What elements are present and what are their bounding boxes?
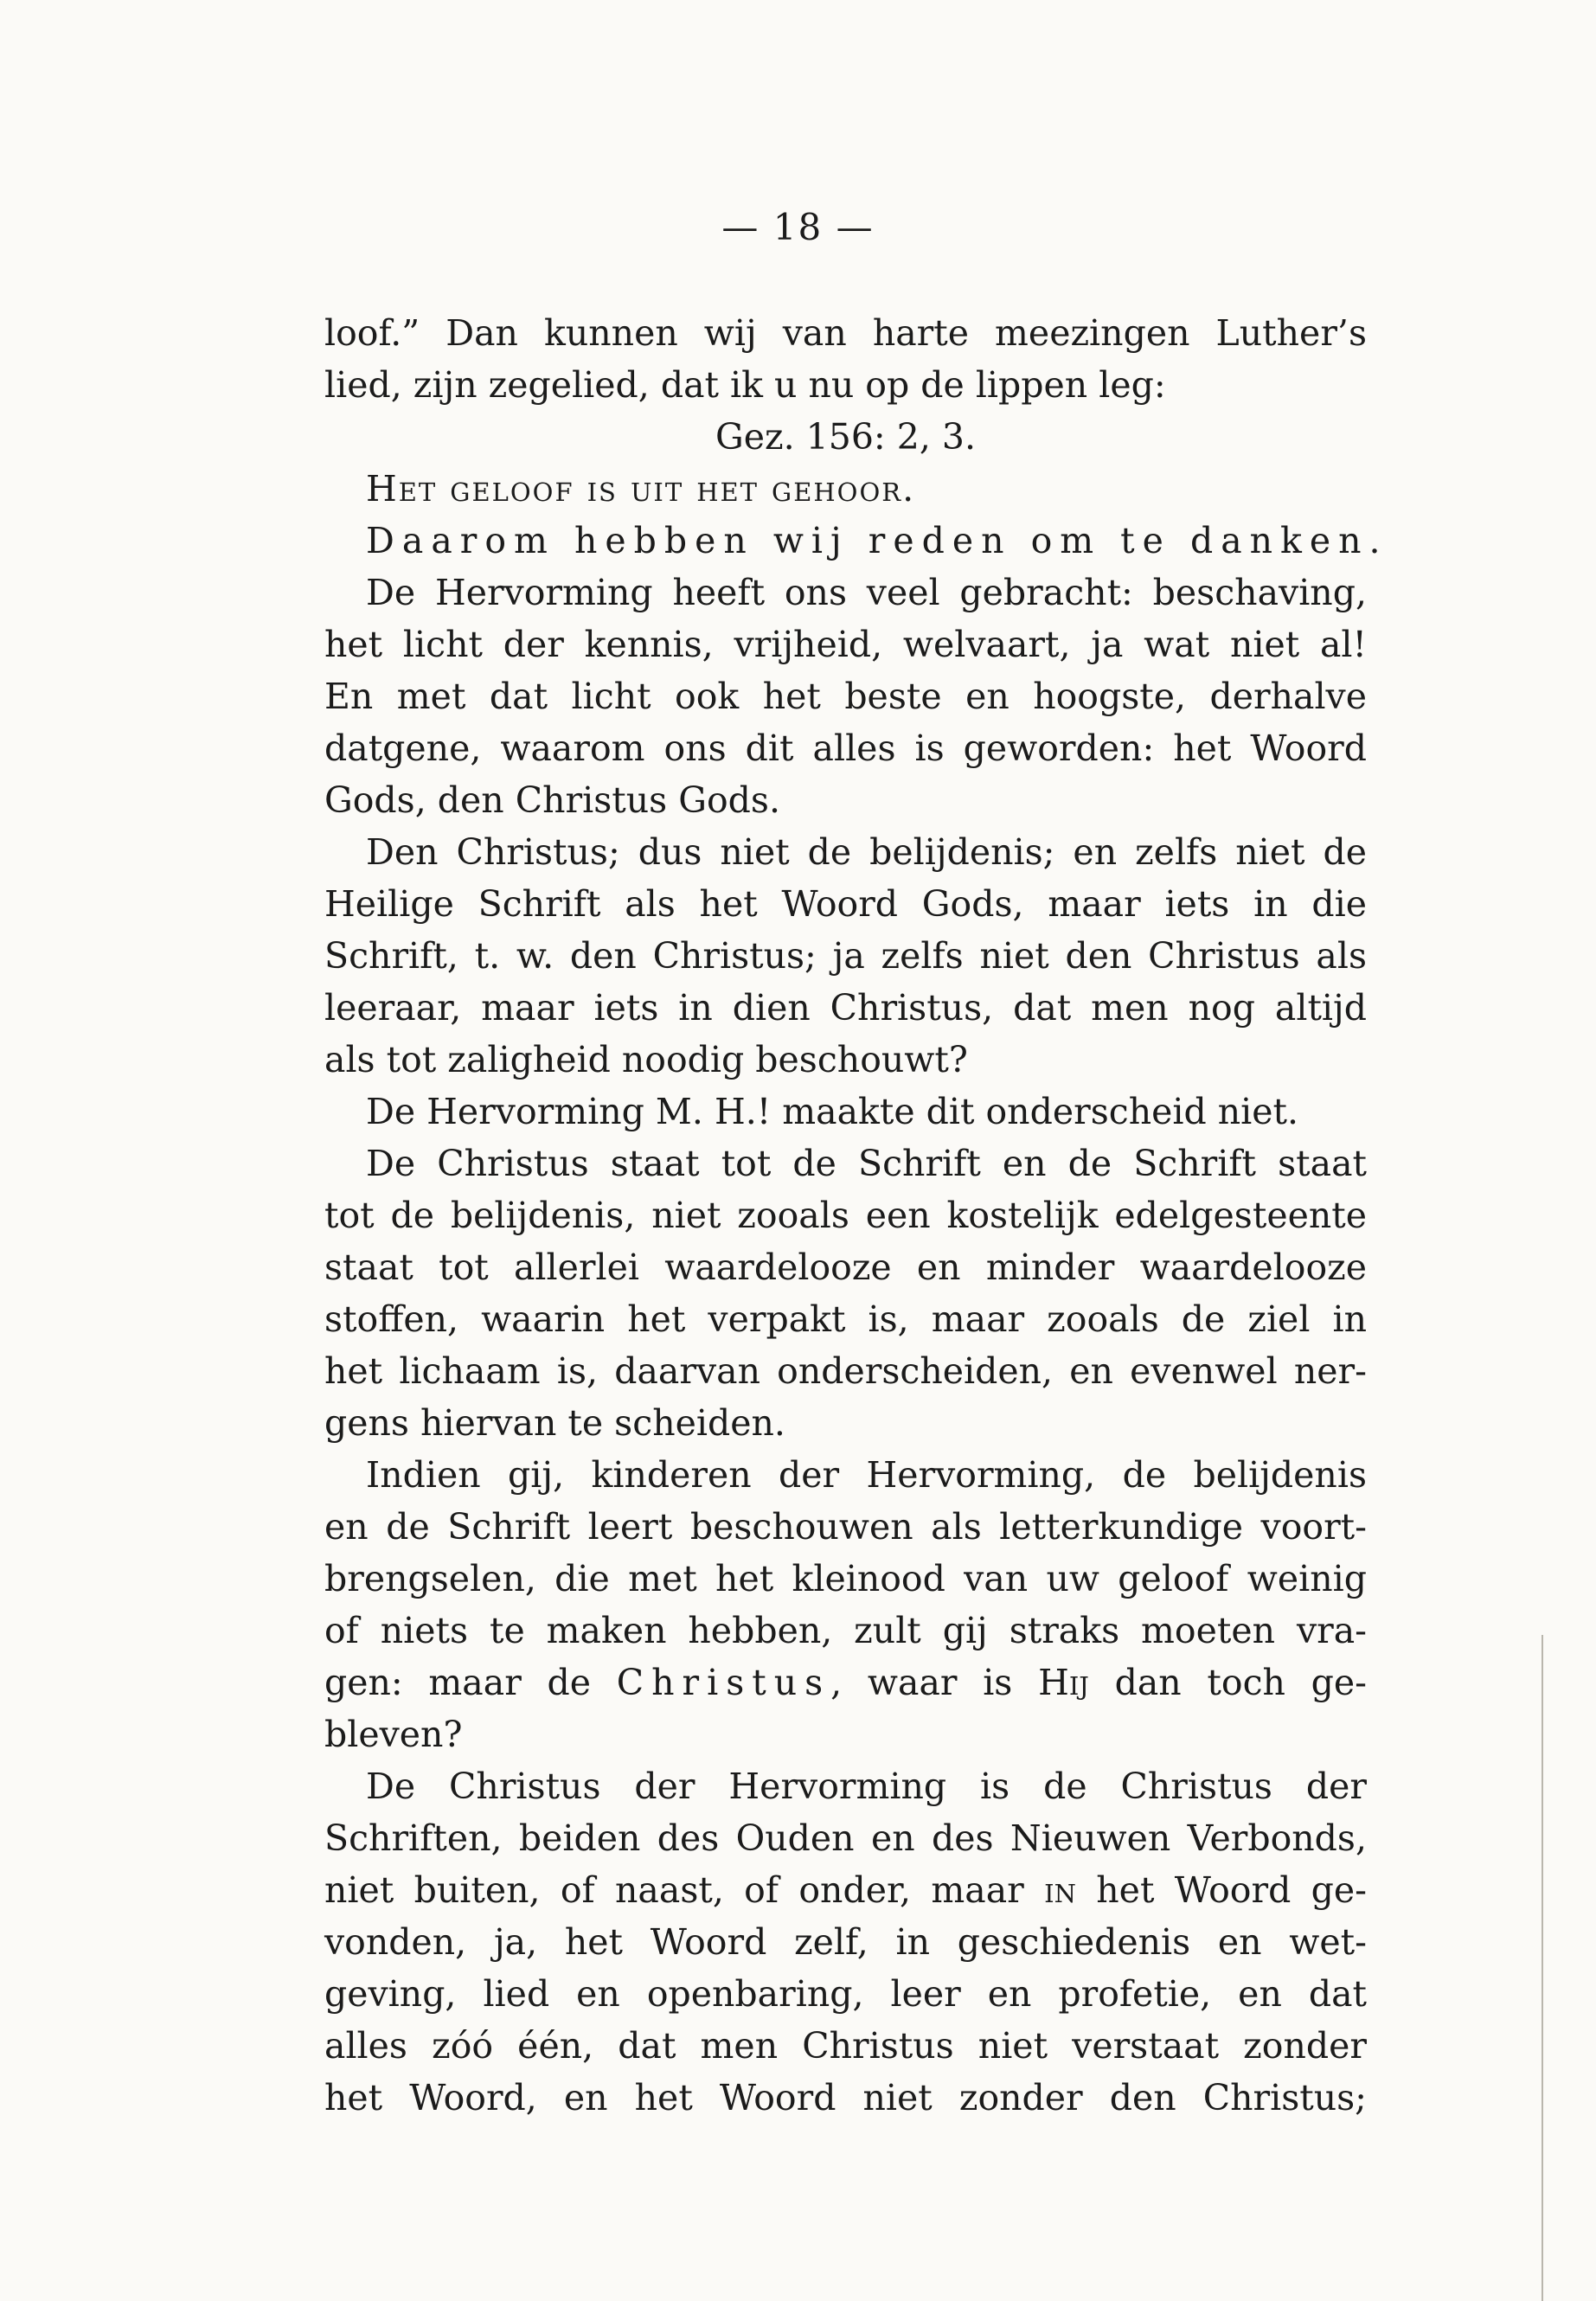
text-fragment: niet buiten, of naast, of onder, maar	[324, 1869, 1045, 1911]
text-line: Schriften, beiden des Ouden en des Nieuwen Verbonds,	[324, 1817, 1367, 1859]
text-line: bleven?	[324, 1714, 463, 1755]
text-fragment-emphasis: Christus	[616, 1662, 831, 1703]
body-text	[324, 307, 1388, 2124]
text-line: tot de belijdenis, niet zooals een kostelijk edelgesteente	[324, 1195, 1367, 1236]
text-line: Schrift, t. w. den Christus; ja zelfs niet den Christus als	[324, 935, 1367, 977]
text-line: het lichaam is, daarvan onderscheiden, en evenwel ner-	[324, 1350, 1367, 1392]
text-fragment: het Woord ge-	[1075, 1869, 1367, 1911]
text-fragment: dan toch ge-	[1088, 1662, 1368, 1703]
text-line: En met dat licht ook het beste en hoogste, derhalve	[324, 676, 1367, 717]
text-line: lied, zijn zegelied, dat ik u nu op de lippen leg:	[324, 364, 1166, 406]
text-line: stoffen, waarin het verpakt is, maar zooals de ziel in	[324, 1298, 1367, 1340]
text-fragment-smallcaps: Hij	[1038, 1662, 1089, 1703]
text-line: Den Christus; dus niet de belijdenis; en zelfs niet de	[366, 831, 1367, 873]
text-line: het Woord, en het Woord niet zonder den Christus;	[324, 2077, 1367, 2118]
text-line: staat tot allerlei waardelooze en minder waardelooze	[324, 1247, 1367, 1288]
page-edge-shadow	[1542, 1635, 1543, 2301]
text-line: alles zóó één, dat men Christus niet verstaat zonder	[324, 2025, 1367, 2067]
text-line	[324, 1657, 1367, 1708]
text-line: Daarom hebben wij reden om te danken.	[366, 520, 1388, 561]
text-fragment: gen: maar de	[324, 1662, 617, 1703]
text-line: het licht der kennis, vrijheid, welvaart, ja wat niet al!	[324, 624, 1367, 665]
text-line: De Hervorming M. H.! maakte dit onderscheid niet.	[366, 1091, 1299, 1132]
text-fragment: , waar is	[830, 1662, 1039, 1703]
text-line: gens hiervan te scheiden.	[324, 1402, 785, 1444]
text-line: Heilige Schrift als het Woord Gods, maar iets in die	[324, 883, 1367, 925]
text-line: en de Schrift leert beschouwen als letterkundige voort-	[324, 1506, 1367, 1548]
text-line: vonden, ja, het Woord zelf, in geschiedenis en wet-	[324, 1921, 1367, 1963]
text-line: loof.” Dan kunnen wij van harte meezingen Luther’s	[324, 312, 1367, 354]
text-line: of niets te maken hebben, zult gij straks moeten vra-	[324, 1610, 1367, 1651]
hymn-reference: Gez. 156: 2, 3.	[715, 416, 977, 458]
text-line: datgene, waarom ons dit alles is geworden: het Woord	[324, 727, 1367, 769]
text-line: als tot zaligheid noodig beschouwt?	[324, 1039, 968, 1080]
text-line: Indien gij, kinderen der Hervorming, de belijdenis	[366, 1454, 1367, 1496]
text-line: brengselen, die met het kleinood van uw geloof weinig	[324, 1558, 1367, 1599]
page-number: — 18 —	[721, 206, 875, 248]
section-heading: Het geloof is uit het gehoor.	[366, 468, 916, 510]
text-line: De Hervorming heeft ons veel gebracht: beschaving,	[366, 572, 1367, 613]
text-line: leeraar, maar iets in dien Christus, dat men nog altijd	[324, 987, 1367, 1029]
text-line	[324, 1864, 1367, 1916]
text-line: geving, lied en openbaring, leer en profetie, en dat	[324, 1973, 1367, 2015]
text-line: De Christus staat tot de Schrift en de Schrift staat	[366, 1143, 1367, 1184]
text-fragment-smallcaps: in	[1044, 1869, 1076, 1911]
text-line: De Christus der Hervorming is de Christus der	[366, 1766, 1367, 1807]
text-line: Gods, den Christus Gods.	[324, 779, 780, 821]
